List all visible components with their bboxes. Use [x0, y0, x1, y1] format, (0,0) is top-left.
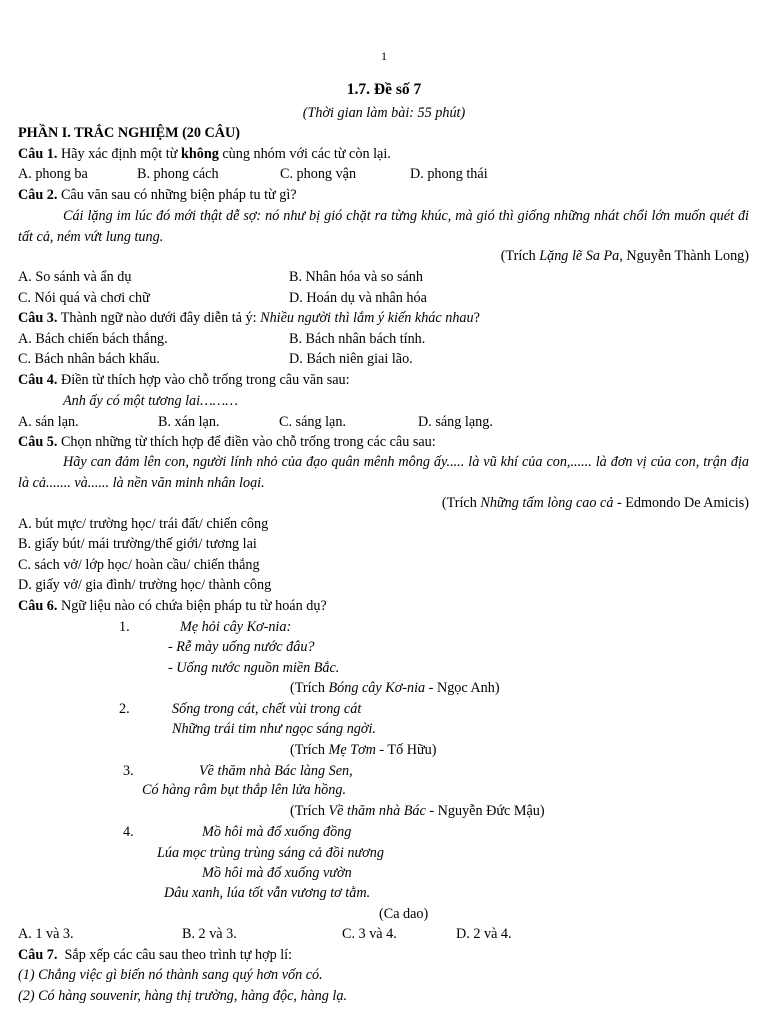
option-c: C. Nói quá và chơi chữ: [18, 290, 150, 306]
question-text: Sắp xếp các câu sau theo trình tự hợp lí:: [57, 947, 293, 963]
question-text: Câu văn sau có những biện pháp tu từ gì?: [57, 187, 297, 203]
option-c: C. sáng lạn.: [279, 414, 346, 430]
poem-line: Mồ hôi mà đổ xuống đồng: [202, 824, 352, 840]
section-heading: PHẦN I. TRẮC NGHIỆM (20 CÂU): [18, 125, 241, 141]
exam-title: 1.7. Đề số 7: [346, 81, 422, 98]
exam-subtitle: (Thời gian làm bài: 55 phút): [302, 105, 466, 121]
question-label: Câu 7.: [18, 947, 58, 963]
page-number: 1: [381, 49, 387, 63]
question-text: Ngữ liệu nào có chứa biện pháp tu từ hoán dụ?: [57, 598, 327, 614]
option-d: D. giấy vở/ gia đình/ trường học/ thành công: [18, 577, 272, 593]
excerpt-source: (Ca dao): [379, 906, 429, 922]
question-5: [18, 432, 436, 453]
option-d: D. Hoán dụ và nhân hóa: [289, 290, 427, 306]
excerpt-source: (Trích Về thăm nhà Bác - Nguyễn Đức Mậu): [290, 803, 545, 819]
option-b: B. Nhân hóa và so sánh: [289, 269, 423, 285]
question-label: Câu 4.: [18, 372, 58, 388]
excerpt-number: 1.: [119, 619, 130, 635]
option-a: A. 1 và 3.: [18, 926, 74, 942]
question-label: Câu 1.: [18, 146, 58, 162]
option-b: B. xán lạn.: [158, 414, 220, 430]
poem-line: Sống trong cát, chết vùi trong cát: [172, 701, 362, 717]
question-text: Chọn những từ thích hợp để điền vào chỗ trống trong các câu sau:: [57, 434, 436, 450]
option-d: D. phong thái: [410, 166, 488, 182]
quote-source: (Trích Lặng lẽ Sa Pa, Nguyễn Thành Long): [500, 248, 749, 264]
question-3: Câu 3. Thành ngữ nào dưới đây diễn tả ý: Nhiều người thì lắm ý kiến khác nhau?: [18, 310, 480, 326]
question-text: Điền từ thích hợp vào chỗ trống trong câu văn sau:: [57, 372, 350, 388]
option-d: D. sáng lạng.: [418, 414, 493, 430]
option-c: C. Bách nhân bách khẩu.: [18, 351, 160, 367]
question-label: Câu 5.: [18, 434, 58, 450]
question-emphasis: không: [180, 146, 219, 162]
poem-line: Mẹ hỏi cây Kơ-nia:: [180, 619, 292, 635]
question-text: Hãy xác định một từ: [57, 146, 181, 162]
option-d: D. Bách niên giai lão.: [289, 351, 413, 367]
question-text: cùng nhóm với các từ còn lại.: [218, 146, 391, 162]
poem-line: - Uống nước nguồn miền Bắc.: [168, 660, 340, 676]
poem-line: Dâu xanh, lúa tốt vẫn vương tơ tằm.: [164, 885, 371, 901]
option-c: C. phong vận: [280, 166, 357, 182]
option-c: C. 3 và 4.: [342, 926, 397, 942]
sentence-line: (1) Chẳng việc gì biến nó thành sang quý hơn vốn có.: [18, 967, 323, 983]
poem-line: Có hàng râm bụt thắp lên lửa hồng.: [142, 782, 347, 798]
quote-passage: Hãy can đảm lên con, người lính nhỏ của đạo quân mênh mông ấy..... là vũ khí của con,...... là đơn vị của con, trận địa là cả....... và...... là nền văn minh nhân loại.: [18, 454, 749, 491]
question-2: [18, 185, 297, 206]
question-4: [18, 370, 350, 391]
question-label: Câu 6.: [18, 598, 58, 614]
question-1: [18, 144, 391, 165]
excerpt-number: 3.: [123, 763, 134, 779]
option-a: A. phong ba: [18, 166, 88, 182]
poem-line: - Rễ mày uống nước đâu?: [168, 639, 315, 655]
excerpt-source: (Trích Mẹ Tơm - Tố Hữu): [290, 742, 437, 758]
excerpt-number: 2.: [119, 701, 130, 717]
option-c: C. sách vở/ lớp học/ hoàn cầu/ chiến thắng: [18, 557, 260, 573]
question-label: Câu 3.: [18, 310, 58, 326]
question-6: [18, 596, 327, 617]
excerpt-source: (Trích Bóng cây Kơ-nia - Ngọc Anh): [290, 680, 500, 696]
quote-passage: Cái lặng im lúc đó mới thật dễ sợ: nó như bị gió chặt ra từng khúc, mà gió thì giống những nhát chổi lớn muốn quét đi tất cả, ném vứt lung tung.: [18, 208, 749, 245]
option-a: A. Bách chiến bách thắng.: [18, 331, 168, 347]
option-b: B. Bách nhân bách tính.: [289, 331, 426, 347]
sentence-line: (2) Có hàng souvenir, hàng thị trường, hàng độc, hàng lạ.: [18, 988, 347, 1004]
question-7: [18, 945, 292, 966]
option-b: B. phong cách: [137, 166, 219, 182]
quote-passage: Anh ấy có một tương lai………: [63, 393, 238, 409]
question-italic: Nhiều người thì lắm ý kiến khác nhau: [260, 310, 474, 326]
option-a: A. bút mực/ trường học/ trái đất/ chiến công: [18, 516, 269, 532]
question-text: Thành ngữ nào dưới đây diễn tả ý:: [57, 310, 261, 326]
option-a: A. So sánh và ẩn dụ: [18, 269, 132, 285]
poem-line: Về thăm nhà Bác làng Sen,: [199, 763, 353, 779]
poem-line: Những trái tim như ngọc sáng ngời.: [172, 721, 376, 737]
option-a: A. sán lạn.: [18, 414, 79, 430]
poem-line: Mồ hôi mà đổ xuống vườn: [202, 865, 352, 881]
poem-line: Lúa mọc trùng trùng sáng cả đồi nương: [157, 845, 384, 861]
option-b: B. giấy bút/ mái trường/thế giới/ tương lai: [18, 536, 257, 552]
excerpt-number: 4.: [123, 824, 134, 840]
option-b: B. 2 và 3.: [182, 926, 237, 942]
question-label: Câu 2.: [18, 187, 58, 203]
option-d: D. 2 và 4.: [456, 926, 512, 942]
quote-source: (Trích Những tấm lòng cao cả - Edmondo De Amicis): [441, 495, 749, 511]
